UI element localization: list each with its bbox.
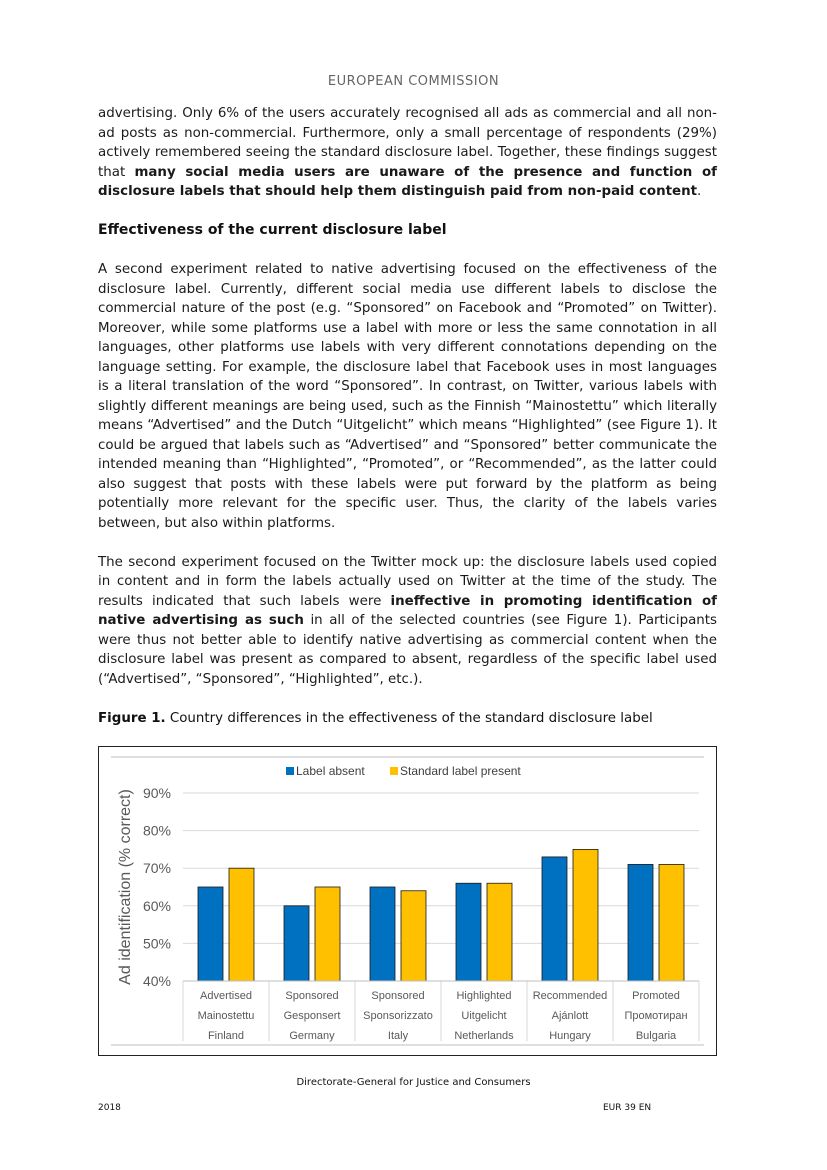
paragraph-twitter	[98, 553, 717, 690]
paragraph-text: in all of the selected countries (see Figure 1). Participants were thus not better able to identify native advertising as commercial content when the disclosure label was present as compared to absent, regardless of the specific label used (“Advertised”, “Sponsored”, “Highlighted”, etc.).	[98, 613, 718, 687]
bar	[284, 906, 309, 981]
x-tick-label: Uitgelicht	[461, 1010, 507, 1022]
y-tick-label: 60%	[142, 897, 171, 914]
x-tick-label: Промотиран	[624, 1010, 688, 1022]
x-tick-label: Sponsorizzato	[363, 1010, 433, 1022]
bar	[628, 864, 653, 981]
bar	[370, 887, 395, 981]
x-tick-label: Bulgaria	[635, 1030, 677, 1042]
bar	[573, 849, 598, 981]
figure-chart	[98, 746, 717, 1056]
bar	[198, 887, 223, 981]
y-axis-label: Ad identification (% correct)	[117, 789, 134, 985]
footer-doc-id: EUR 39 EN	[603, 1103, 652, 1113]
footer-directorate: Directorate-General for Justice and Consumers	[296, 1077, 531, 1088]
x-tick-label: Highlighted	[456, 990, 512, 1002]
figure-label: Figure 1.	[98, 710, 166, 726]
y-tick-label: 90%	[142, 785, 171, 801]
x-tick-label: Sponsored	[371, 990, 425, 1002]
paragraph-text: The second experiment focused on the Twitter mock up: the disclosure labels used copied in content and in form the labels actually used on Twitter at the time of the study. The results indicated that such labels were	[98, 554, 717, 609]
figure-caption	[98, 709, 717, 728]
x-tick-label: Finland	[207, 1030, 245, 1042]
legend-swatch	[390, 767, 398, 775]
legend-swatch	[286, 767, 294, 775]
x-tick-label: Ajánlott	[551, 1010, 589, 1022]
paragraph-bold-text: many social media users are unaware of the presence and function of disclosure labels that should help them distinguish paid from non-paid content	[98, 164, 718, 199]
x-tick-label: Recommended	[532, 990, 608, 1002]
x-tick-label: Mainostettu	[197, 1010, 255, 1022]
x-tick-label: Sponsored	[285, 990, 339, 1002]
x-tick-label: Italy	[387, 1030, 409, 1042]
y-tick-label: 70%	[142, 860, 171, 877]
page-header: EUROPEAN COMMISSION	[327, 74, 500, 89]
bar	[542, 857, 567, 981]
main-content	[98, 104, 717, 728]
legend-entry: Standard label present	[400, 764, 521, 778]
x-tick-label: Gesponsert	[283, 1010, 341, 1022]
figure-caption-text: Country differences in the effectiveness of the standard disclosure label	[165, 710, 653, 726]
y-tick-label: 50%	[142, 935, 171, 952]
paragraph-text: .	[697, 184, 702, 199]
bar	[659, 864, 684, 981]
x-tick-label: Advertised	[200, 990, 252, 1002]
x-tick-label: Promoted	[632, 990, 680, 1002]
bar	[456, 883, 481, 981]
paragraph-text: advertising. Only 6% of the users accurately recognised all ads as commercial and all non-ad posts as non-commercial. Furthermore, only a small percentage of respondents (29%) actively remembered seeing the standard disclosure label. Together, these findings suggest that	[98, 106, 717, 180]
paragraph-intro	[98, 104, 717, 202]
bar	[487, 883, 512, 981]
section-heading: Effectiveness of the current disclosure label	[98, 222, 447, 238]
y-tick-label: 40%	[142, 973, 171, 989]
bar	[229, 868, 254, 981]
legend-entry: Label absent	[296, 764, 365, 778]
footer-year: 2018	[98, 1103, 121, 1113]
bar	[315, 887, 340, 981]
x-tick-label: Netherlands	[454, 1030, 514, 1042]
paragraph-bold-text: ineffective in promoting identification of native advertising as such	[98, 593, 717, 628]
x-tick-label: Germany	[289, 1030, 335, 1042]
paragraph-second-experiment: A second experiment related to native advertising focused on the effectiveness of the disclosure label. Currently, different social media use different labels to disclose the commercial nature of the post (e.g. “Sponsored” on Facebook and “Promoted” on Twitter). Moreover, while some platforms use a label with more or less the same connotation in all languages, other platforms use labels with very different connotations depending on the language setting. For example, the disclosure label that Facebook uses in most languages is a literal translation of the word “Sponsored”. In contrast, on Twitter, various labels with slightly different meanings are being used, such as the Finnish “Mainostettu” which literally means “Advertised” and the Dutch “Uitgelicht” which means “Highlighted” (see Figure 1). It could be argued that labels such as “Advertised” and “Sponsored” better communicate the intended meaning than “Highlighted”, “Promoted”, or “Recommended”, as the latter could also suggest that posts with these labels were put forward by the platform as being potentially more relevant for the specific user. Thus, the clarity of the labels varies between, but also within platforms.	[98, 262, 717, 531]
bar	[401, 891, 426, 981]
y-tick-label: 80%	[142, 822, 171, 839]
bar-chart	[99, 747, 716, 1055]
x-tick-label: Hungary	[549, 1030, 591, 1042]
